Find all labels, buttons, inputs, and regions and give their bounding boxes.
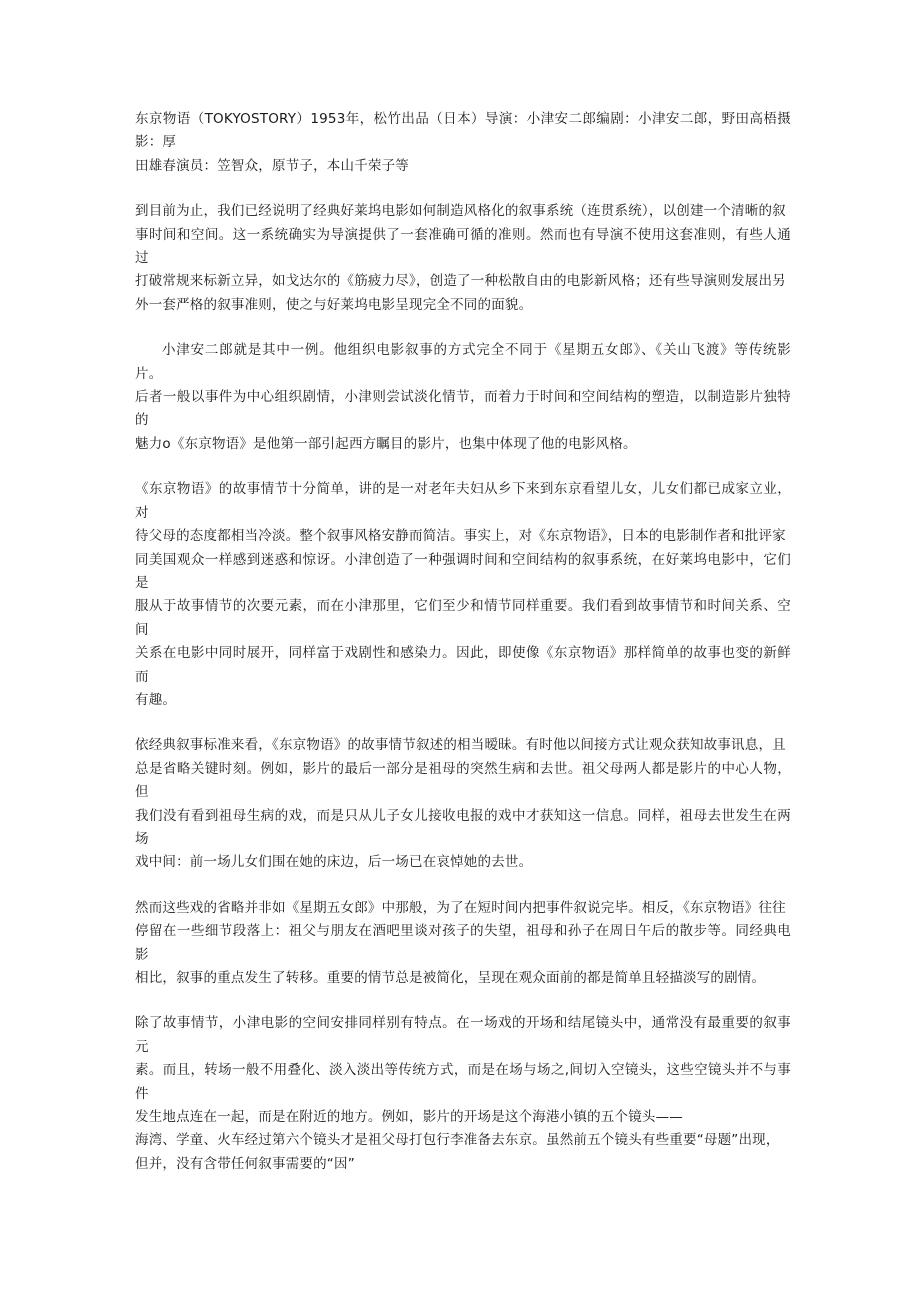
paragraph-ozu-example: [135, 339, 791, 456]
text-line: 事时间和空间。这一系统确实为导演提供了一套准确可循的准则。然而也有导演不使用这套准则，有些人通过: [135, 226, 791, 267]
text-line: 素。而且，转场一般不用叠化、淡入淡出等传统方式，而是在场与场之,间切入空镜头，这些空镜头并不与事件: [135, 1062, 791, 1102]
text-line: 后者一般以事件为中心组织剧情，小津则尝试淡化情节，而着力于时间和空间结构的塑造，以制造影片独特的: [135, 389, 791, 429]
text-line: 小津安二郎就是其中一例。他组织电影叙事的方式完全不同于《星期五女郎》、《关山飞渡》等传统影片。: [135, 342, 791, 382]
text-line: 有趣。: [135, 691, 177, 708]
paragraph-classical-narrative: [135, 200, 791, 317]
text-line: 戏中间：前一场儿女们围在她的床边，后一场已在哀悼她的去世。: [135, 854, 533, 871]
text-line: 总是省略关键时刻。例如，影片的最后一部分是祖母的突然生病和去世。祖父母两人都是影片的中心人物，但: [135, 760, 791, 801]
paragraph-film-credits: [135, 108, 791, 178]
text-line: 田雄春演员：笠智众，原节子，本山千荣子等: [135, 157, 409, 174]
document-page: [135, 108, 791, 1198]
text-line: 打破常规来标新立异，如戈达尔的《筋疲力尽》，创造了一种松散自由的电影新风格；还有些导演则发展出另: [135, 273, 786, 290]
text-line: 服从于故事情节的次要元素，而在小津那里，它们至少和情节同样重要。我们看到故事情节和时间关系、空间: [135, 598, 791, 638]
text-line: 但并，没有含带任何叙事需要的“因”: [135, 1155, 355, 1172]
text-line: 依经典叙事标准来看，《东京物语》的故事情节叙述的相当暧昧。有时他以间接方式让观众获知故事讯息，且: [135, 737, 786, 754]
text-line: 然而这些戏的省略并非如《星期五女郎》中那般，为了在短时间内把事件叙说完毕。相反，《东京物语》往往: [135, 899, 786, 916]
text-line: 东京物语（TOKYOSTORY）1953年，松竹出品（日本）导演：小津安二郎编剧：小津安二郎，野田高梧摄影：厚: [135, 111, 791, 151]
text-line: 《东京物语》的故事情节十分简单，讲的是一对老年夫妇从乡下来到东京看望儿女，儿女们都已成家立业，对: [135, 481, 791, 521]
text-line: 相比，叙事的重点发生了转移。重要的情节总是被简化，呈现在观众面前的都是简单且轻描淡写的剧情。: [135, 970, 766, 986]
text-line: 发生地点连在一起，而是在附近的地方。例如，影片的开场是这个海港小镇的五个镜头——: [135, 1109, 683, 1126]
paragraph-story-simple: [135, 478, 791, 712]
text-line: 同美国观众一样感到迷惑和惊讶。小津创造了一种强调时间和空间结构的叙事系统，在好莱坞电影中，它们是: [135, 551, 791, 591]
paragraph-omission-detail: [135, 897, 791, 991]
text-line: 魅力o《东京物语》是他第一部引起西方瞩目的影片，也集中体现了他的电影风格。: [135, 435, 637, 452]
text-line: 停留在一些细节段落上：祖父与朋友在酒吧里谈对孩子的失望，祖母和孙子在周日午后的散步等。同经典电影: [135, 923, 791, 963]
text-line: 待父母的态度都相当冷淡。整个叙事风格安静而简洁。事实上，对《东京物语》，日本的电影制作者和批评家: [135, 528, 786, 545]
text-line: 我们没有看到祖母生病的戏，而是只从儿子女儿接收电报的戏中才获知这一信息。同样，祖母去世发生在两场: [135, 807, 791, 847]
text-line: 除了故事情节，小津电影的空间安排同样别有特点。在一场戏的开场和结尾镜头中，通常没有最重要的叙事元: [135, 1015, 791, 1055]
text-line: 关系在电影中同时展开，同样富于戏剧性和感染力。因此，即使像《东京物语》那样简单的故事也变的新鲜而: [135, 645, 791, 685]
text-line: 海湾、学童、火车经过第六个镜头才是祖父母打包行李准备去东京。虽然前五个镜头有些重要“母题”出现，: [135, 1132, 780, 1149]
paragraph-space-arrangement: [135, 1012, 791, 1176]
paragraph-ambiguous-narration: [135, 734, 791, 874]
text-line: 外一套严格的叙事准则，使之与好莱坞电影呈现完全不同的面貌。: [135, 296, 533, 313]
text-line: 到目前为止，我们已经说明了经典好莱坞电影如何制造风格化的叙事系统（连贯系统），以创建一个清晰的叙: [135, 203, 786, 220]
